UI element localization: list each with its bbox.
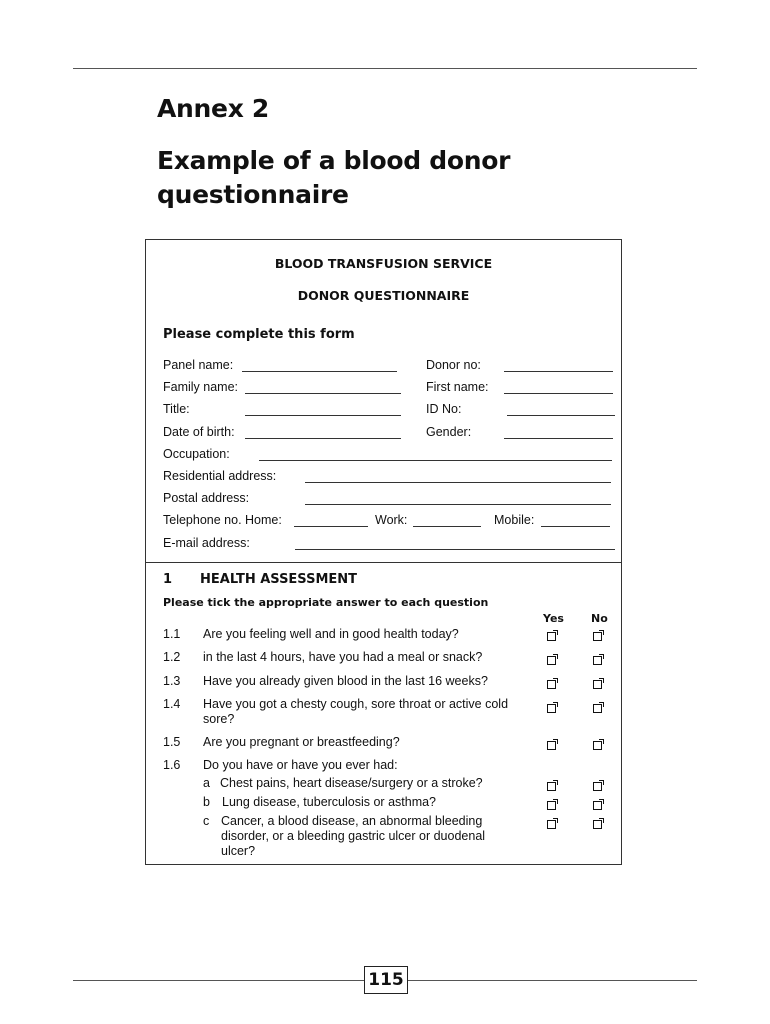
first-name-label: First name: [426,380,489,394]
panel-name-label: Panel name: [163,358,234,372]
id-no-label: ID No: [426,402,462,416]
postal-address-label: Postal address: [163,491,250,505]
question-text: Have you already given blood in the last 16 weeks? [203,674,488,688]
yes-checkbox[interactable] [547,782,556,791]
yes-column-header: Yes [543,612,564,625]
annex-label: Annex 2 [157,94,270,123]
no-checkbox[interactable] [593,704,602,713]
residential-address-field[interactable] [305,482,611,483]
subquestion-letter: b [203,795,210,809]
subquestion-text: Lung disease, tuberculosis or asthma? [222,795,437,809]
gender-label: Gender: [426,425,472,439]
occupation-field[interactable] [259,460,612,461]
question-text: Have you got a chesty cough, sore throat or active cold sore? [203,697,509,726]
question-number: 1.2 [163,650,181,664]
yes-checkbox[interactable] [547,680,556,689]
question-text: Are you pregnant or breastfeeding? [203,735,400,749]
form-instruction: Please complete this form [163,327,355,342]
title-field[interactable] [245,415,401,416]
subquestion-letter: a [203,776,210,790]
questionnaire-heading: DONOR QUESTIONNAIRE [297,288,470,303]
yes-checkbox[interactable] [547,704,556,713]
work-phone-field[interactable] [413,526,481,527]
question-number: 1.4 [163,697,181,711]
family-name-label: Family name: [163,380,239,394]
question-number: 1.1 [163,627,181,641]
yes-checkbox[interactable] [547,741,556,750]
page-title: Example of a blood donor questionnaire [157,146,511,209]
email-field[interactable] [295,549,615,550]
no-checkbox[interactable] [593,656,602,665]
mobile-label: Mobile: [494,513,535,527]
gender-field[interactable] [504,438,613,439]
no-checkbox[interactable] [593,801,602,810]
first-name-field[interactable] [504,393,613,394]
no-column-header: No [591,612,608,625]
page-number: 115 [368,970,404,990]
subquestion-text: Cancer, a blood disease, an abnormal bleeding disorder, or a bleeding gastric ulcer or duodenal ulcer? [221,814,486,858]
family-name-field[interactable] [245,393,401,394]
section-number: 1 [163,572,173,587]
subquestion-letter: c [203,814,210,828]
section-instruction: Please tick the appropriate answer to each question [163,596,489,609]
section-heading: HEALTH ASSESSMENT [200,572,358,587]
postal-address-field[interactable] [305,504,611,505]
question-text: Do you have or have you ever had: [203,758,398,772]
date-of-birth-field[interactable] [245,438,401,439]
mobile-field[interactable] [541,526,610,527]
question-number: 1.5 [163,735,181,749]
question-number: 1.6 [163,758,181,772]
work-label: Work: [375,513,408,527]
telephone-home-label: Telephone no. Home: [163,513,282,527]
residential-address-label: Residential address: [163,469,277,483]
telephone-home-field[interactable] [294,526,368,527]
page-number-box [364,966,408,994]
subquestion-text: Chest pains, heart disease/surgery or a stroke? [220,776,483,790]
yes-checkbox[interactable] [547,632,556,641]
no-checkbox[interactable] [593,820,602,829]
yes-checkbox[interactable] [547,656,556,665]
service-heading: BLOOD TRANSFUSION SERVICE [274,256,493,271]
question-number: 1.3 [163,674,181,688]
title-label: Title: [163,402,190,416]
occupation-label: Occupation: [163,447,230,461]
question-text: in the last 4 hours, have you had a meal or snack? [203,650,483,664]
donor-no-field[interactable] [504,371,613,372]
date-of-birth-label: Date of birth: [163,425,235,439]
no-checkbox[interactable] [593,680,602,689]
panel-name-field[interactable] [242,371,397,372]
id-no-field[interactable] [507,415,615,416]
no-checkbox[interactable] [593,741,602,750]
yes-checkbox[interactable] [547,820,556,829]
no-checkbox[interactable] [593,782,602,791]
no-checkbox[interactable] [593,632,602,641]
email-label: E-mail address: [163,536,250,550]
yes-checkbox[interactable] [547,801,556,810]
donor-no-label: Donor no: [426,358,481,372]
section-divider [145,562,622,563]
top-rule [73,68,697,69]
question-text: Are you feeling well and in good health today? [203,627,459,641]
